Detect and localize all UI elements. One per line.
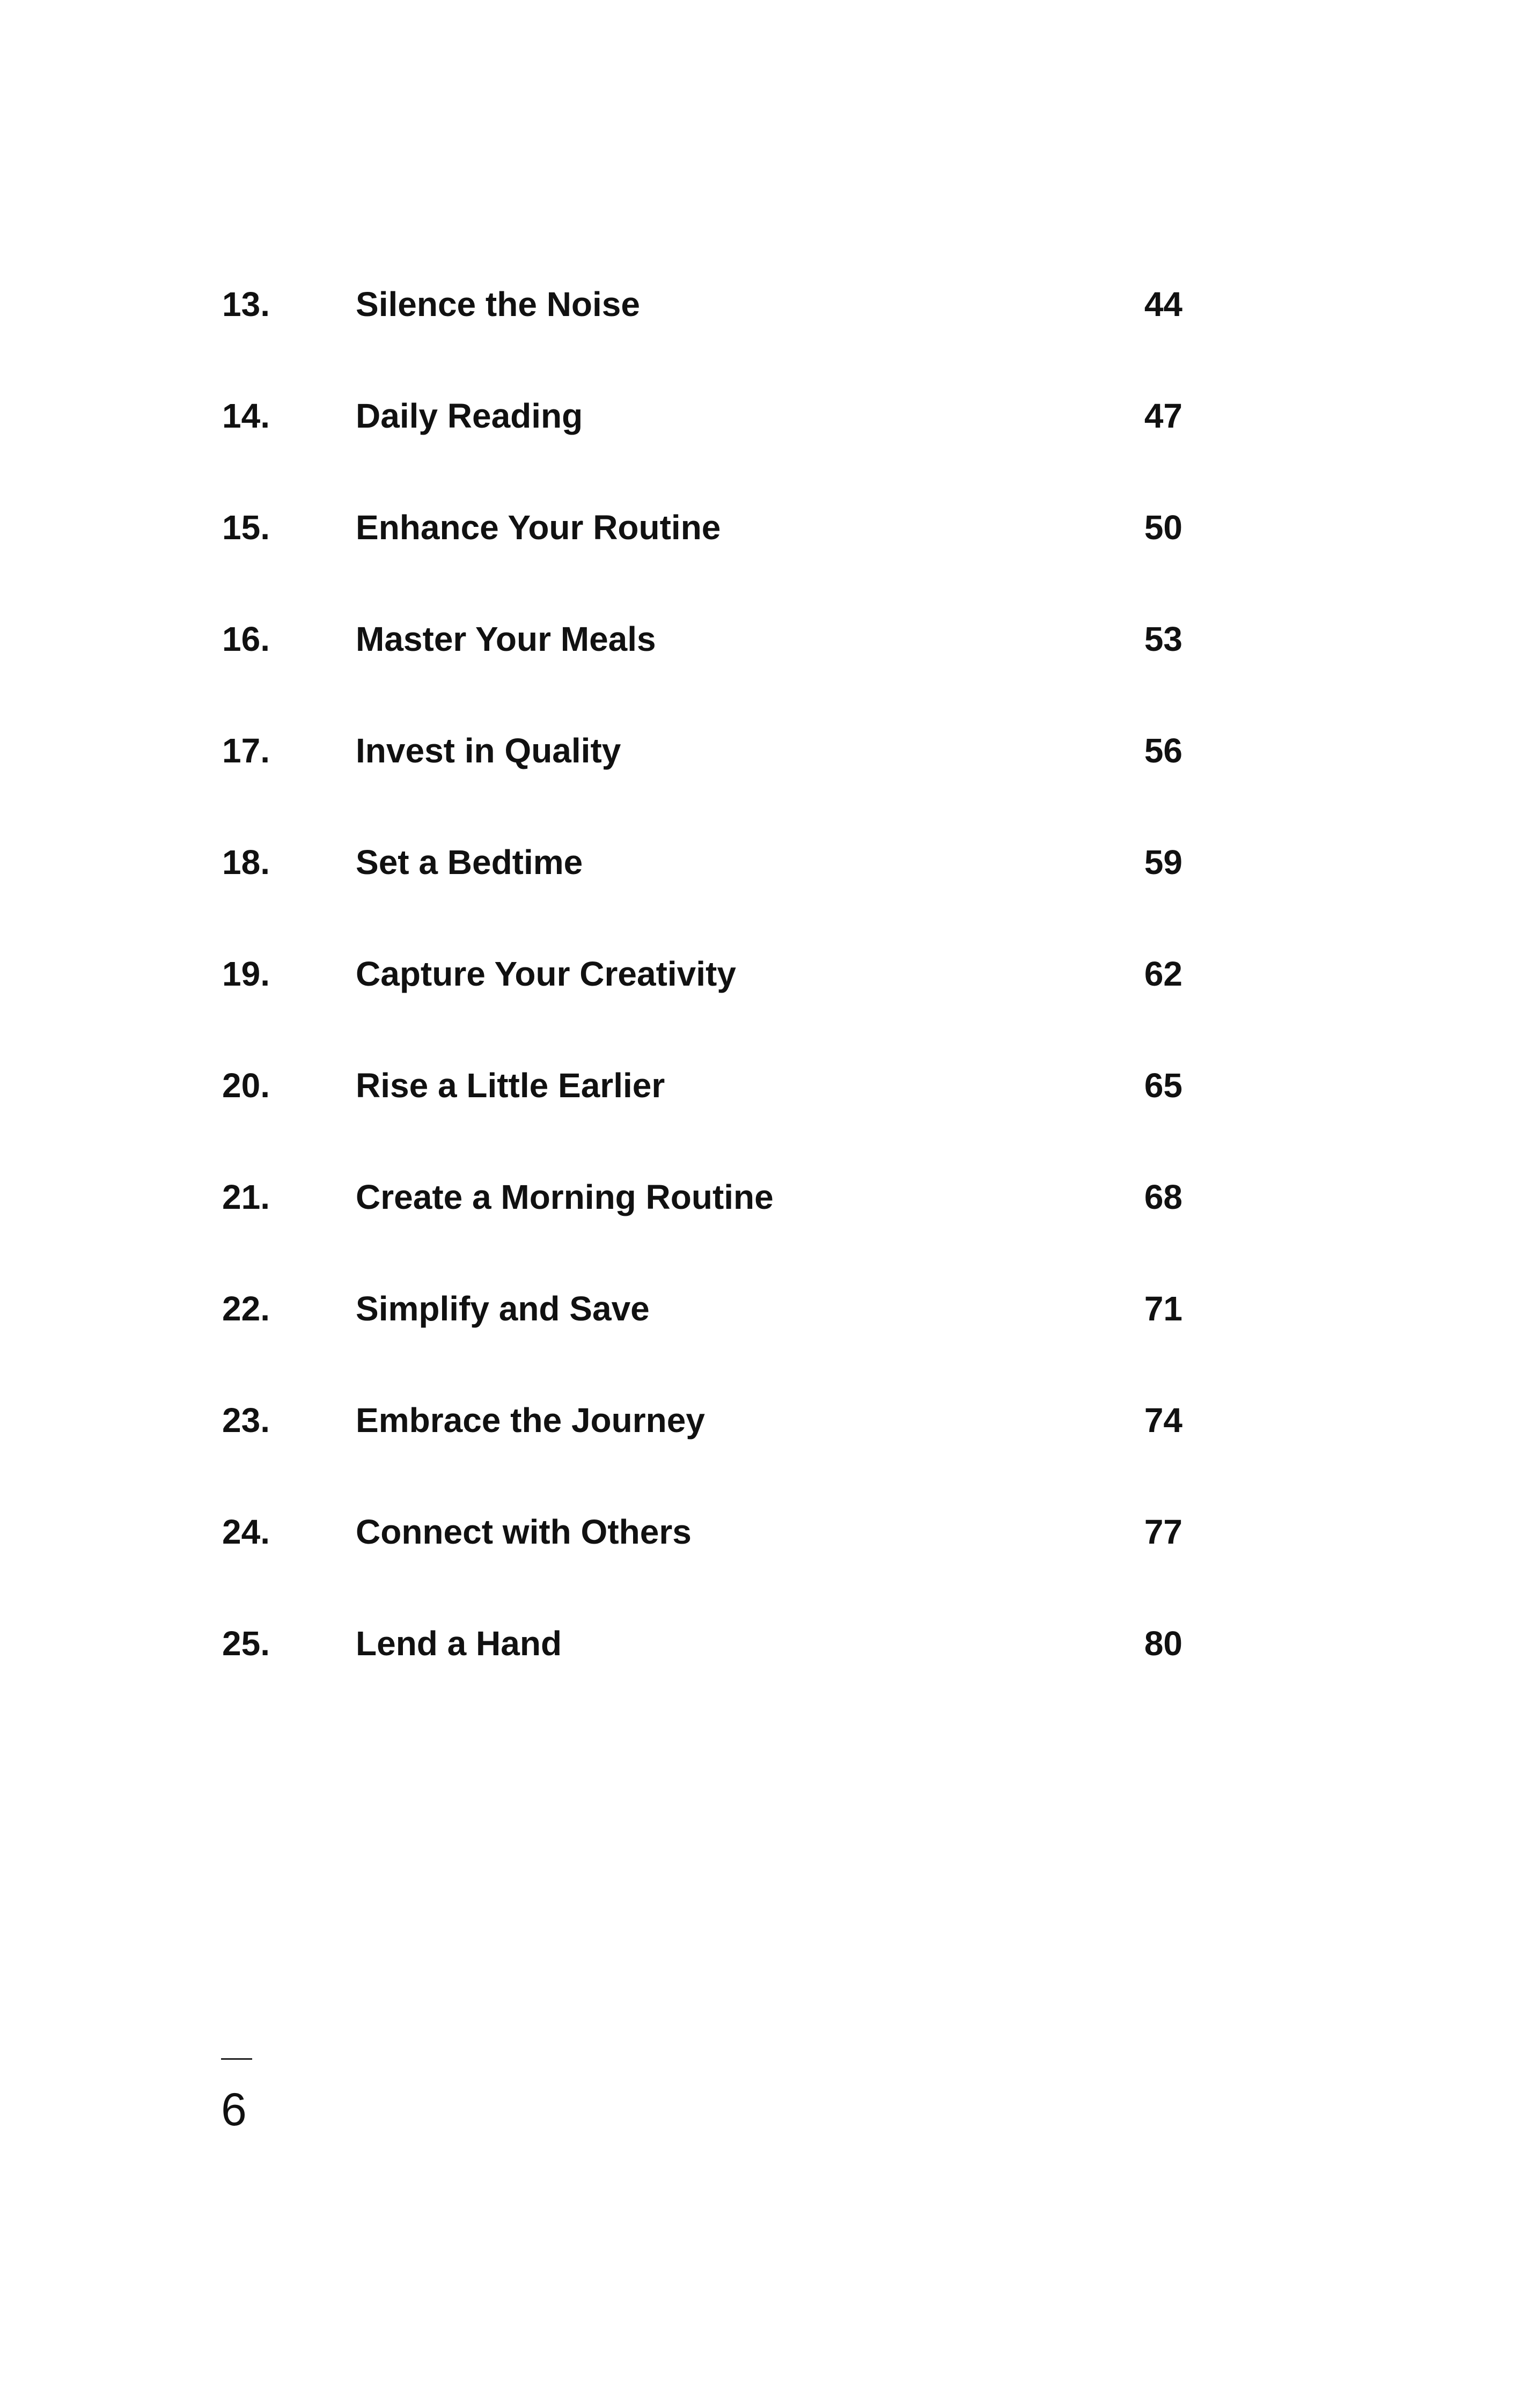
toc-entry	[0, 830, 1521, 894]
toc-entry-number: 19.	[222, 955, 270, 993]
toc-entry-number: 16.	[222, 620, 270, 658]
toc-entry-number: 20.	[222, 1066, 270, 1105]
footer-rule	[221, 2058, 252, 2060]
toc-entry-title: Set a Bedtime	[356, 843, 583, 882]
toc-entry-title: Capture Your Creativity	[356, 955, 736, 993]
toc-entry-page: 80	[1144, 1624, 1182, 1663]
toc-entry-title: Create a Morning Routine	[356, 1178, 774, 1216]
toc-entry-page: 47	[1144, 397, 1182, 435]
toc-entry-title: Lend a Hand	[356, 1624, 562, 1663]
toc-entry-page: 68	[1144, 1178, 1182, 1216]
toc-entry-title: Enhance Your Routine	[356, 508, 721, 547]
toc-entry-number: 17.	[222, 731, 270, 770]
toc-entry-page: 71	[1144, 1289, 1182, 1328]
toc-entry	[0, 1500, 1521, 1564]
toc-entry	[0, 1276, 1521, 1341]
toc-entry-number: 21.	[222, 1178, 270, 1216]
toc-entry	[0, 607, 1521, 671]
toc-entry-title: Master Your Meals	[356, 620, 656, 658]
toc-entry-page: 74	[1144, 1401, 1182, 1440]
toc-entry-title: Embrace the Journey	[356, 1401, 705, 1440]
toc-entry-number: 14.	[222, 397, 270, 435]
toc-entry-title: Invest in Quality	[356, 731, 621, 770]
toc-entry-page: 53	[1144, 620, 1182, 658]
toc-entry-number: 13.	[222, 285, 270, 324]
toc-entry-title: Daily Reading	[356, 397, 583, 435]
toc-entry-page: 65	[1144, 1066, 1182, 1105]
toc-entry-number: 23.	[222, 1401, 270, 1440]
toc-entry	[0, 1388, 1521, 1452]
toc-entry-title: Simplify and Save	[356, 1289, 650, 1328]
toc-entry-page: 62	[1144, 955, 1182, 993]
page-number: 6	[221, 2084, 247, 2135]
toc-entry-number: 25.	[222, 1624, 270, 1663]
toc-entry	[0, 495, 1521, 560]
toc-entry-title: Silence the Noise	[356, 285, 640, 324]
toc-entry	[0, 384, 1521, 448]
toc-entry-page: 56	[1144, 731, 1182, 770]
toc-entry-page: 59	[1144, 843, 1182, 882]
toc-entry-number: 18.	[222, 843, 270, 882]
toc-entry-number: 24.	[222, 1513, 270, 1551]
toc-entry-page: 77	[1144, 1513, 1182, 1551]
toc-entry-page: 50	[1144, 508, 1182, 547]
toc-entry-number: 15.	[222, 508, 270, 547]
toc-entry	[0, 272, 1521, 336]
toc-entry-number: 22.	[222, 1289, 270, 1328]
toc-entry	[0, 1165, 1521, 1229]
toc-entry-title: Rise a Little Earlier	[356, 1066, 665, 1105]
toc-entry	[0, 718, 1521, 783]
toc-entry	[0, 942, 1521, 1006]
toc-entry	[0, 1611, 1521, 1676]
toc-entry	[0, 1053, 1521, 1118]
toc-entry-title: Connect with Others	[356, 1513, 692, 1551]
toc-entry-page: 44	[1144, 285, 1182, 324]
